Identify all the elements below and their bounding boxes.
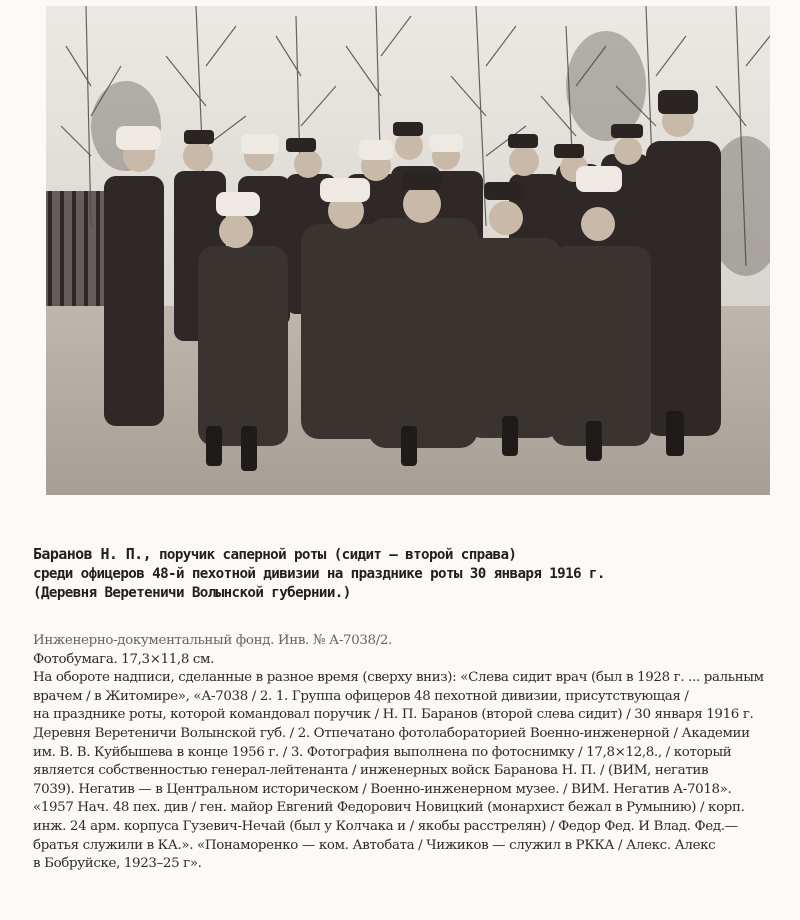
photo-caption (33, 545, 783, 603)
reverse-note-line: «1957 Нач. 48 пех. див / ген. майор Евгений Федорович Новицкий (монархист бежал в Румынию) / корп. (33, 800, 745, 816)
reverse-note-line: братья служили в КА.». «Понаморенко — ком. Автобата / Чижиков — служил в РККА / Алекс. Алекс (33, 837, 716, 853)
archival-photo (46, 6, 770, 495)
reverse-note-line: врачем / в Житомире», «А-7038 / 2. 1. Группа офицеров 48 пехотной дивизии, присутствующая / (33, 688, 689, 704)
reverse-note-line: инж. 24 арм. корпуса Гузевич-Нечай (был у Колчака и / якобы расстрелян) / Федор Фед. И Влад. Фед.— (33, 818, 738, 834)
reverse-note-line: в Бобруйске, 1923–25 г». (33, 856, 202, 872)
caption-person-name: Баранов Н. П., (33, 545, 152, 563)
fund-inventory: Инженерно-документальный фонд. Инв. № А-7038/2. (33, 633, 392, 648)
reverse-note-line: На обороте надписи, сделанные в разное время (сверху вниз): «Слева сидит врач (был в 1928 г. ... ральным (33, 670, 764, 686)
caption-line-3: (Деревня Веретеничи Волынской губернии.) (33, 585, 351, 601)
photo-paper-size: Фотобумага. 17,3×11,8 см. (33, 651, 215, 667)
photo-illustration (46, 6, 770, 495)
caption-line-1 (33, 545, 783, 565)
archive-description (33, 632, 793, 874)
reverse-note-line: является собственностью генерал-лейтенанта / инженерных войск Баранова Н. П. / (ВИМ, негатив (33, 763, 709, 779)
reverse-note-line: 7039). Негатив — в Центральном историческом / Военно-инженерном музее. / ВИМ. Негатив А-7018». (33, 781, 732, 797)
reverse-note-line: на празднике роты, которой командовал поручик / Н. П. Баранов (второй слева сидит) / 30 января 1916 г. (33, 707, 754, 723)
caption-line-2: среди офицеров 48-й пехотной дивизии на празднике роты 30 января 1916 г. (33, 566, 605, 582)
reverse-note-line: им. В. В. Куйбышева в конце 1956 г. / 3. Фотография выполнена по фотоснимку / 17,8×12,8., / который (33, 744, 732, 760)
caption-line-1-text: поручик саперной роты (сидит — второй справа) (151, 547, 517, 563)
reverse-note-line: Деревня Веретеничи Волынской губ. / 2. Отпечатано фотолабораторией Военно-инженерной / Академии (33, 725, 750, 741)
